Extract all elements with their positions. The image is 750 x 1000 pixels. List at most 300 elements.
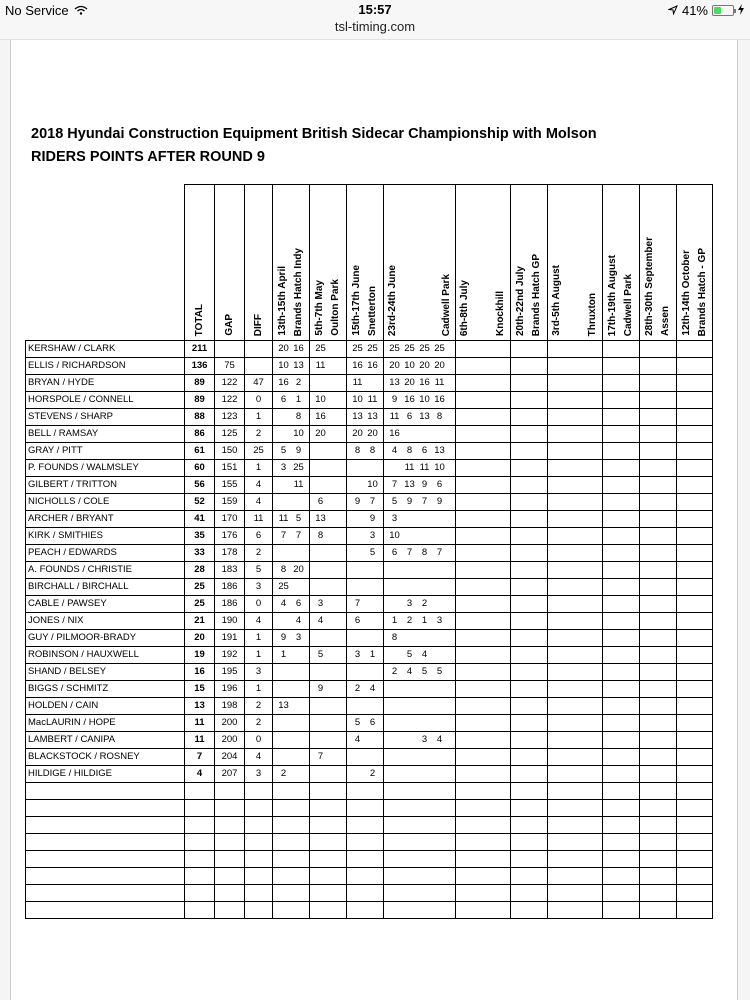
- round-points-cell: [603, 392, 640, 409]
- round-points-cell: [310, 443, 347, 460]
- race-points: 4: [421, 649, 428, 660]
- round-points-cell: [677, 647, 713, 664]
- round-points-cell: [603, 681, 640, 698]
- total-points: 136: [185, 358, 215, 375]
- empty-cell: [26, 851, 185, 868]
- total-points: 60: [185, 460, 215, 477]
- empty-cell: [456, 800, 511, 817]
- table-row: [26, 511, 713, 528]
- empty-cell: [548, 783, 603, 800]
- race-points: 20: [367, 428, 378, 439]
- round-points-cell: [456, 562, 511, 579]
- gap-header: GAP: [215, 185, 245, 341]
- diff-value: 25: [245, 443, 273, 460]
- race-points: 4: [295, 615, 302, 626]
- rider-name: A. FOUNDS / CHRISTIE: [26, 562, 185, 579]
- round-points-cell: [456, 341, 511, 358]
- round-points-cell: [384, 749, 456, 766]
- empty-cell: [347, 800, 384, 817]
- empty-cell: [603, 851, 640, 868]
- round-points-cell: [273, 698, 310, 715]
- race-points: 6: [391, 547, 398, 558]
- gap-value: 191: [215, 630, 245, 647]
- round-points-cell: [677, 766, 713, 783]
- empty-cell: [215, 783, 245, 800]
- empty-cell: [677, 902, 713, 919]
- standings-body: [26, 341, 713, 919]
- clock: 15:57: [358, 2, 392, 17]
- total-points: 21: [185, 613, 215, 630]
- empty-cell: [384, 800, 456, 817]
- empty-cell: [456, 783, 511, 800]
- round-points-cell: [677, 358, 713, 375]
- race-points: 5: [391, 496, 398, 507]
- round-points-cell: [347, 596, 384, 613]
- round-points-cell: [384, 477, 456, 494]
- empty-cell: [677, 800, 713, 817]
- round-points-cell: [640, 562, 677, 579]
- race-points: 7: [280, 530, 287, 541]
- round-points-cell: [310, 528, 347, 545]
- empty-cell: [273, 783, 310, 800]
- gap-value: 186: [215, 596, 245, 613]
- rider-name: STEVENS / SHARP: [26, 409, 185, 426]
- round-points-cell: [384, 375, 456, 392]
- empty-cell: [511, 885, 548, 902]
- round-points-cell: [677, 698, 713, 715]
- empty-cell: [245, 868, 273, 885]
- race-points: 25: [278, 581, 289, 592]
- round-points-cell: [347, 613, 384, 630]
- race-points: 4: [369, 683, 376, 694]
- race-points: 16: [293, 343, 304, 354]
- round-points-cell: [511, 477, 548, 494]
- diff-value: 1: [245, 460, 273, 477]
- diff-value: 4: [245, 494, 273, 511]
- race-points: 2: [295, 377, 302, 388]
- round-points-cell: [548, 732, 603, 749]
- gap-value: 176: [215, 528, 245, 545]
- rider-name: MacLAURIN / HOPE: [26, 715, 185, 732]
- race-points: 10: [389, 530, 400, 541]
- race-points: 10: [404, 360, 415, 371]
- race-points: 10: [315, 394, 326, 405]
- round-points-cell: [640, 511, 677, 528]
- round-points-cell: [603, 664, 640, 681]
- round-points-cell: [456, 732, 511, 749]
- gap-value: 196: [215, 681, 245, 698]
- round-points-cell: [548, 477, 603, 494]
- empty-cell: [640, 817, 677, 834]
- round-points-cell: [384, 613, 456, 630]
- round-points-cell: [347, 647, 384, 664]
- race-points: 8: [391, 632, 398, 643]
- round-points-cell: [347, 375, 384, 392]
- round-points-cell: [640, 613, 677, 630]
- round-points-cell: [603, 766, 640, 783]
- diff-value: 0: [245, 732, 273, 749]
- empty-cell: [185, 800, 215, 817]
- diff-value: [245, 341, 273, 358]
- url-domain[interactable]: tsl-timing.com: [334, 19, 416, 34]
- empty-cell: [511, 902, 548, 919]
- round-points-cell: [548, 715, 603, 732]
- round-points-cell: [347, 715, 384, 732]
- rider-name: SHAND / BELSEY: [26, 664, 185, 681]
- total-points: 13: [185, 698, 215, 715]
- round-points-cell: [603, 494, 640, 511]
- empty-cell: [310, 851, 347, 868]
- empty-cell: [310, 834, 347, 851]
- race-points: 11: [352, 377, 363, 388]
- round-points-cell: [677, 630, 713, 647]
- empty-cell: [603, 902, 640, 919]
- race-points: 3: [369, 530, 376, 541]
- gap-value: [215, 341, 245, 358]
- empty-cell: [310, 902, 347, 919]
- round-points-cell: [603, 732, 640, 749]
- race-points: 11: [315, 360, 326, 371]
- diff-value: 4: [245, 613, 273, 630]
- empty-cell: [273, 868, 310, 885]
- round-points-cell: [511, 630, 548, 647]
- document-title: 2018 Hyundai Construction Equipment British Sidecar Championship with Molson: [31, 126, 597, 142]
- race-points: 5: [406, 649, 413, 660]
- round-points-cell: [384, 664, 456, 681]
- gap-value: 155: [215, 477, 245, 494]
- round-points-cell: [677, 579, 713, 596]
- round-points-cell: [273, 494, 310, 511]
- race-points: 11: [278, 513, 289, 524]
- round-points-cell: [640, 749, 677, 766]
- table-row: [26, 562, 713, 579]
- round-points-cell: [347, 460, 384, 477]
- race-points: 2: [406, 615, 413, 626]
- round-points-cell: [603, 443, 640, 460]
- round-points-cell: [456, 511, 511, 528]
- round-points-cell: [456, 715, 511, 732]
- round-points-cell: [347, 528, 384, 545]
- diff-value: 2: [245, 426, 273, 443]
- round-points-cell: [511, 698, 548, 715]
- race-points: 11: [389, 411, 400, 422]
- round-points-cell: [511, 664, 548, 681]
- round-points-cell: [456, 426, 511, 443]
- round-points-cell: [456, 579, 511, 596]
- total-points: 28: [185, 562, 215, 579]
- round-header: 23rd-24th June Cadwell Park: [384, 185, 456, 341]
- rider-name: KIRK / SMITHIES: [26, 528, 185, 545]
- race-points: 10: [367, 479, 378, 490]
- race-points: 8: [436, 411, 443, 422]
- empty-cell: [185, 851, 215, 868]
- total-points: 86: [185, 426, 215, 443]
- race-points: 16: [315, 411, 326, 422]
- round-points-cell: [603, 749, 640, 766]
- round-points-cell: [384, 596, 456, 613]
- total-points: 4: [185, 766, 215, 783]
- empty-cell: [384, 868, 456, 885]
- round-points-cell: [677, 426, 713, 443]
- round-points-cell: [511, 341, 548, 358]
- round-points-cell: [310, 579, 347, 596]
- total-points: 20: [185, 630, 215, 647]
- race-points: 25: [315, 343, 326, 354]
- race-points: 5: [421, 666, 428, 677]
- round-points-cell: [347, 443, 384, 460]
- round-header: 5th-7th May Oulton Park: [310, 185, 347, 341]
- address-bar[interactable]: [0, 20, 750, 40]
- race-points: 16: [419, 377, 430, 388]
- location-arrow-icon: [668, 3, 678, 18]
- race-points: 6: [317, 496, 324, 507]
- round-points-cell: [384, 698, 456, 715]
- round-points-cell: [384, 494, 456, 511]
- round-points-cell: [273, 681, 310, 698]
- race-points: 6: [421, 445, 428, 456]
- empty-cell: [603, 834, 640, 851]
- round-points-cell: [548, 698, 603, 715]
- round-points-cell: [640, 443, 677, 460]
- total-points: 52: [185, 494, 215, 511]
- empty-cell: [26, 783, 185, 800]
- round-points-cell: [310, 392, 347, 409]
- rider-name: HOLDEN / CAIN: [26, 698, 185, 715]
- carrier-label: No Service: [5, 3, 69, 18]
- empty-cell: [347, 834, 384, 851]
- round-points-cell: [273, 732, 310, 749]
- empty-cell: [511, 851, 548, 868]
- table-row: [26, 392, 713, 409]
- empty-cell: [310, 783, 347, 800]
- round-points-cell: [548, 494, 603, 511]
- round-points-cell: [273, 630, 310, 647]
- round-points-cell: [603, 613, 640, 630]
- page-viewport[interactable]: [0, 40, 750, 1000]
- race-points: 3: [280, 462, 287, 473]
- round-points-cell: [640, 358, 677, 375]
- table-row: [26, 545, 713, 562]
- race-points: 25: [434, 343, 445, 354]
- empty-cell: [185, 817, 215, 834]
- table-row: [26, 358, 713, 375]
- total-points: 89: [185, 375, 215, 392]
- rider-header-blank: [26, 185, 185, 341]
- race-points: 6: [369, 717, 376, 728]
- gap-value: 75: [215, 358, 245, 375]
- round-header: 28th-30th September Assen: [640, 185, 677, 341]
- empty-cell: [215, 851, 245, 868]
- round-points-cell: [456, 766, 511, 783]
- race-points: 4: [280, 598, 287, 609]
- table-row: [26, 443, 713, 460]
- diff-value: 4: [245, 477, 273, 494]
- empty-cell: [185, 834, 215, 851]
- gap-value: 183: [215, 562, 245, 579]
- round-points-cell: [310, 698, 347, 715]
- round-points-cell: [548, 630, 603, 647]
- round-points-cell: [310, 630, 347, 647]
- rider-name: LAMBERT / CANIPA: [26, 732, 185, 749]
- race-points: 1: [369, 649, 376, 660]
- round-points-cell: [511, 647, 548, 664]
- diff-value: 11: [245, 511, 273, 528]
- round-points-cell: [548, 596, 603, 613]
- round-points-cell: [640, 494, 677, 511]
- empty-table-row: [26, 851, 713, 868]
- race-points: 20: [419, 360, 430, 371]
- race-points: 20: [278, 343, 289, 354]
- race-points: 5: [295, 513, 302, 524]
- rider-name: ARCHER / BRYANT: [26, 511, 185, 528]
- round-points-cell: [603, 579, 640, 596]
- standings-table: [25, 184, 713, 919]
- race-points: 1: [295, 394, 302, 405]
- round-points-cell: [347, 766, 384, 783]
- round-header: 20th-22nd July Brands Hatch GP: [511, 185, 548, 341]
- empty-cell: [603, 817, 640, 834]
- empty-cell: [347, 783, 384, 800]
- diff-header: DIFF: [245, 185, 273, 341]
- round-points-cell: [677, 392, 713, 409]
- race-points: 9: [421, 479, 428, 490]
- empty-cell: [677, 868, 713, 885]
- round-points-cell: [310, 664, 347, 681]
- race-points: 8: [354, 445, 361, 456]
- table-row: [26, 630, 713, 647]
- race-points: 10: [352, 394, 363, 405]
- race-points: 9: [295, 445, 302, 456]
- round-points-cell: [347, 579, 384, 596]
- round-points-cell: [384, 630, 456, 647]
- round-points-cell: [640, 681, 677, 698]
- diff-value: 6: [245, 528, 273, 545]
- empty-cell: [640, 902, 677, 919]
- round-points-cell: [640, 477, 677, 494]
- race-points: 13: [315, 513, 326, 524]
- gap-value: 204: [215, 749, 245, 766]
- round-points-cell: [677, 749, 713, 766]
- round-points-cell: [347, 749, 384, 766]
- round-points-cell: [273, 375, 310, 392]
- round-points-cell: [456, 392, 511, 409]
- round-points-cell: [640, 426, 677, 443]
- round-points-cell: [677, 494, 713, 511]
- race-points: 2: [354, 683, 361, 694]
- diff-value: [245, 358, 273, 375]
- race-points: 7: [421, 496, 428, 507]
- empty-cell: [245, 800, 273, 817]
- round-header: 6th-8th July Knockhill: [456, 185, 511, 341]
- round-points-cell: [273, 579, 310, 596]
- race-points: 7: [406, 547, 413, 558]
- round-points-cell: [548, 409, 603, 426]
- empty-cell: [273, 834, 310, 851]
- race-points: 25: [419, 343, 430, 354]
- race-points: 5: [317, 649, 324, 660]
- empty-cell: [245, 851, 273, 868]
- gap-value: 123: [215, 409, 245, 426]
- race-points: 7: [295, 530, 302, 541]
- gap-value: 125: [215, 426, 245, 443]
- round-points-cell: [511, 494, 548, 511]
- round-points-cell: [511, 460, 548, 477]
- empty-cell: [511, 834, 548, 851]
- empty-cell: [215, 800, 245, 817]
- rider-name: JONES / NIX: [26, 613, 185, 630]
- round-points-cell: [603, 460, 640, 477]
- diff-value: 2: [245, 715, 273, 732]
- gap-value: 207: [215, 766, 245, 783]
- rider-name: BRYAN / HYDE: [26, 375, 185, 392]
- empty-cell: [347, 868, 384, 885]
- round-points-cell: [548, 358, 603, 375]
- round-points-cell: [456, 528, 511, 545]
- race-points: 8: [295, 411, 302, 422]
- rider-name: GUY / PILMOOR-BRADY: [26, 630, 185, 647]
- empty-cell: [185, 902, 215, 919]
- round-points-cell: [603, 647, 640, 664]
- race-points: 6: [295, 598, 302, 609]
- round-points-cell: [310, 715, 347, 732]
- race-points: 10: [293, 428, 304, 439]
- empty-cell: [677, 783, 713, 800]
- round-points-cell: [273, 596, 310, 613]
- empty-cell: [456, 885, 511, 902]
- round-points-cell: [456, 375, 511, 392]
- round-points-cell: [640, 375, 677, 392]
- round-points-cell: [603, 562, 640, 579]
- race-points: 5: [369, 547, 376, 558]
- round-points-cell: [310, 341, 347, 358]
- round-points-cell: [640, 528, 677, 545]
- round-points-cell: [511, 409, 548, 426]
- empty-cell: [185, 868, 215, 885]
- empty-cell: [511, 783, 548, 800]
- round-points-cell: [456, 443, 511, 460]
- race-points: 4: [391, 445, 398, 456]
- round-header: 17th-19th August Cadwell Park: [603, 185, 640, 341]
- race-points: 9: [436, 496, 443, 507]
- race-points: 20: [315, 428, 326, 439]
- race-points: 13: [352, 411, 363, 422]
- race-points: 13: [434, 445, 445, 456]
- battery-percentage: 41%: [681, 3, 708, 18]
- round-points-cell: [273, 562, 310, 579]
- race-points: 2: [280, 768, 287, 779]
- race-points: 11: [419, 462, 430, 473]
- charging-bolt-icon: [738, 3, 744, 18]
- empty-cell: [310, 885, 347, 902]
- round-points-cell: [677, 613, 713, 630]
- race-points: 3: [295, 632, 302, 643]
- round-points-cell: [603, 630, 640, 647]
- total-points: 11: [185, 732, 215, 749]
- round-points-cell: [384, 528, 456, 545]
- round-points-cell: [273, 749, 310, 766]
- round-points-cell: [603, 596, 640, 613]
- empty-cell: [185, 885, 215, 902]
- race-points: 20: [389, 360, 400, 371]
- race-points: 9: [280, 632, 287, 643]
- gap-value: 186: [215, 579, 245, 596]
- round-points-cell: [384, 460, 456, 477]
- rider-name: GRAY / PITT: [26, 443, 185, 460]
- empty-cell: [456, 851, 511, 868]
- round-points-cell: [677, 341, 713, 358]
- round-points-cell: [603, 545, 640, 562]
- round-points-cell: [511, 511, 548, 528]
